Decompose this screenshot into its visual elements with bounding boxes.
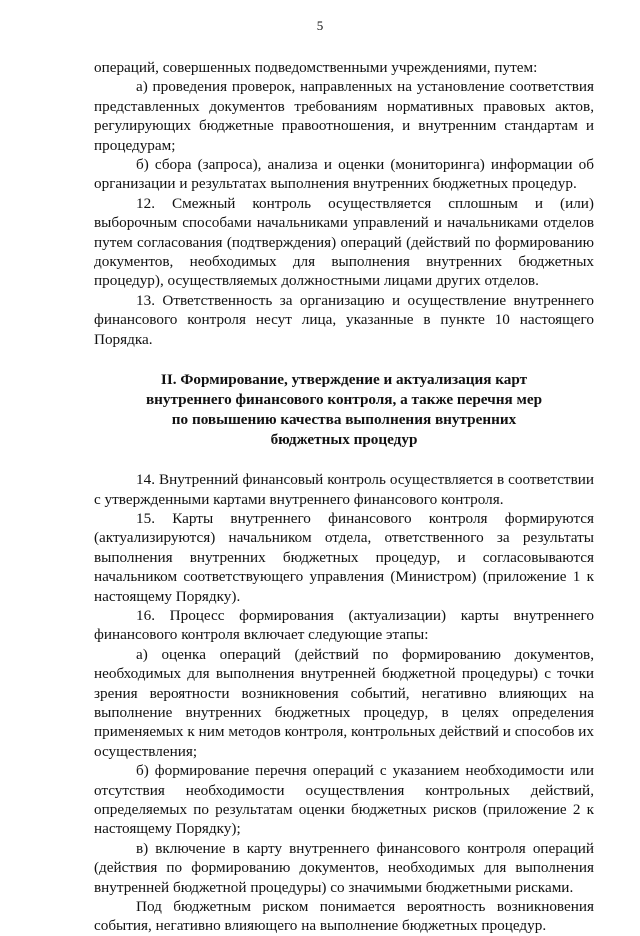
paragraph-item-a-checks: а) проведения проверок, направленных на установление соответствия представленных документов требованиям нормативных правовых актов, регулирующих бюджетные правоотношения, и внутренним стандартам и процедурам; xyxy=(94,78,594,154)
paragraph-risk-definition: Под бюджетным риском понимается вероятность возникновения события, негативно влияющего на выполнение бюджетных процедур. xyxy=(94,898,594,935)
heading-line: внутреннего финансового контроля, а также перечня мер xyxy=(145,391,543,409)
paragraph-item-b-collection: б) сбора (запроса), анализа и оценки (мониторинга) информации об организации и результатах выполнения внутренних бюджетных процедур. xyxy=(94,156,594,193)
paragraph-16-item-c: в) включение в карту внутреннего финансового контроля операций (действия по формированию документов, необходимых для выполнения внутренней бюджетной процедуры) со значимыми бюджетными рисками. xyxy=(94,839,594,896)
heading-line: бюджетных процедур xyxy=(270,431,418,449)
paragraph-16-item-b: б) формирование перечня операций с указанием необходимости или отсутствия необходимости осуществления контрольных действий, определяемых по результатам оценки бюджетных рисков (приложение 2 к настоящему Порядку); xyxy=(94,762,594,838)
paragraph-16-item-a: а) оценка операций (действий по формированию документов, необходимых для выполнения внутренней бюджетной процедуры) с точки зрения вероятности возникновения событий, негативно влияющих на выполнение внутренних бюджетных процедур, в целях определения применяемых к ним методов контроля, контрольных действий и способов их осуществления; xyxy=(94,645,594,760)
page-content xyxy=(94,58,594,936)
paragraph-16: 16. Процесс формирования (актуализации) карты внутреннего финансового контроля включает следующие этапы: xyxy=(94,606,594,644)
paragraph-continuation: операций, совершенных подведомственными учреждениями, путем: xyxy=(94,59,538,76)
heading-line: по повышению качества выполнения внутренних xyxy=(171,411,517,429)
paragraph-13: 13. Ответственность за организацию и осуществление внутреннего финансового контроля несут лица, указанные в пункте 10 настоящего Порядка. xyxy=(94,291,594,348)
heading-line: II. Формирование, утверждение и актуализация карт xyxy=(160,371,528,389)
paragraph-15: 15. Карты внутреннего финансового контроля формируются (актуализируются) начальником отдела, ответственного за результаты выполнения внутренних бюджетных процедур, и согласовываются начальником соответствующего управления (Министром) (приложение 1 к настоящему Порядку). xyxy=(94,509,594,605)
section-heading xyxy=(94,370,594,450)
paragraph-14: 14. Внутренний финансовый контроль осуществляется в соответствии с утвержденными картами внутреннего финансового контроля. xyxy=(94,471,594,508)
page-number: 5 xyxy=(316,18,324,33)
paragraph-12: 12. Смежный контроль осуществляется сплошным и (или) выборочным способами начальниками управлений и начальниками отделов путем согласования (подтверждения) операций (действий по формированию документов, необходимых для выполнения внутренних бюджетных процедур), осуществляемых должностными лицами других отделов. xyxy=(94,194,594,290)
